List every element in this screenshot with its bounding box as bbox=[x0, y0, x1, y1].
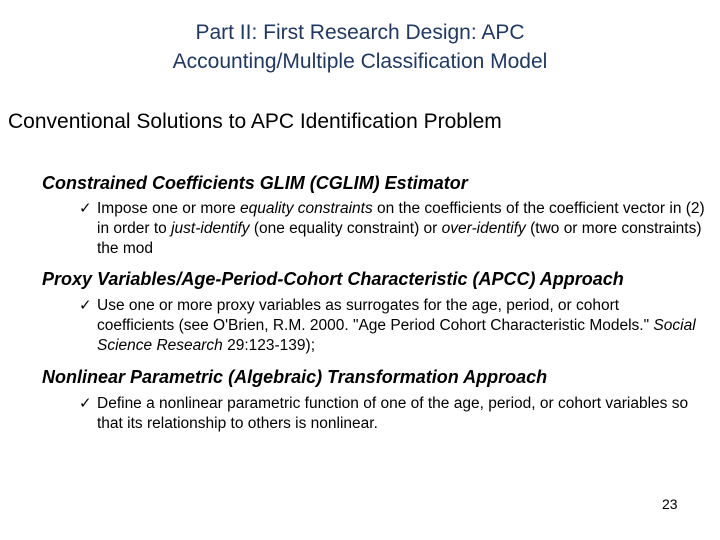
bullet-text-italic: equality constraints bbox=[240, 200, 373, 217]
title-line-1: Part II: First Research Design: APC bbox=[195, 21, 525, 44]
bullet-text: (two or more constraints) the mod bbox=[97, 220, 702, 257]
check-icon: ✓ bbox=[79, 200, 92, 217]
section-heading-apcc: Proxy Variables/Age-Period-Cohort Characteristic (APCC) Approach bbox=[42, 269, 624, 289]
check-icon: ✓ bbox=[79, 395, 92, 412]
bullet-text: Impose one or more bbox=[97, 200, 241, 217]
bullet-text-italic: over-identify bbox=[441, 220, 526, 237]
slide-title bbox=[0, 18, 720, 76]
bullet-text-italic: just-identify bbox=[171, 220, 250, 237]
section-heading-nonlinear: Nonlinear Parametric (Algebraic) Transformation Approach bbox=[42, 367, 548, 387]
bullet-text: on the coefficients of the coefficient vector in (2) in order to bbox=[97, 200, 705, 237]
bullet-text: Use one or more proxy variables as surrogates for the age, period, or cohort coefficients (see O'Brien, R.M. 2000. "Age Period Cohort Characteristic Models." bbox=[97, 297, 654, 334]
bullet-text: Define a nonlinear parametric function of one of the age, period, or cohort variables so that its relationship to others is nonlinear. bbox=[97, 395, 689, 432]
check-icon: ✓ bbox=[79, 297, 92, 314]
section-heading-cglim: Constrained Coefficients GLIM (CGLIM) Estimator bbox=[42, 173, 468, 193]
bullet-nonlinear bbox=[79, 394, 697, 434]
bullet-apcc bbox=[79, 296, 697, 356]
slide-subtitle: Conventional Solutions to APC Identification Problem bbox=[8, 110, 502, 133]
page-number: 23 bbox=[662, 496, 678, 512]
title-line-2: Accounting/Multiple Classification Model bbox=[172, 50, 548, 73]
bullet-text: 29:123-139); bbox=[222, 337, 316, 354]
bullet-text: (one equality constraint) or bbox=[249, 220, 442, 237]
bullet-cglim bbox=[79, 199, 707, 259]
bullet-text-italic: Social Science Research bbox=[97, 317, 696, 354]
